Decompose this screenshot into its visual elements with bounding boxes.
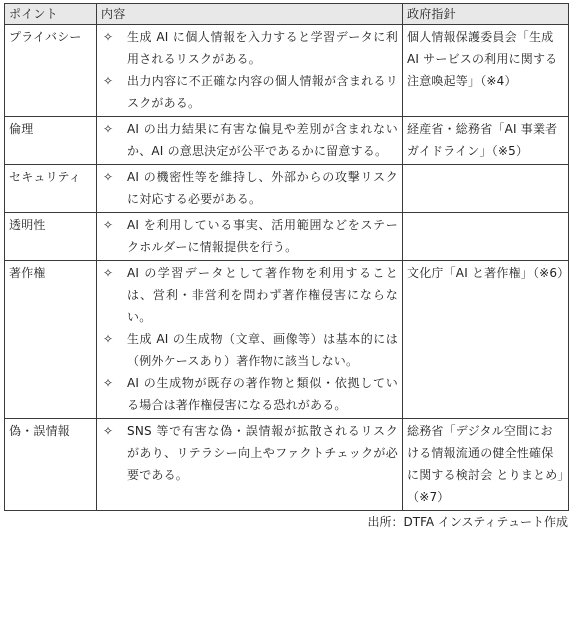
point-cell: セキュリティ bbox=[5, 165, 97, 213]
guideline-cell: 経産省・総務省「AI 事業者ガイドライン」（※5） bbox=[403, 117, 569, 165]
table-row bbox=[5, 261, 569, 419]
diamond-star-icon: ✧ bbox=[103, 266, 114, 280]
list-item bbox=[101, 26, 398, 70]
content-cell bbox=[97, 117, 403, 165]
bullet-text: SNS 等で有害な偽・誤情報が拡散されるリスクがあり、リテラシー向上やファクトチェックが必要である。 bbox=[127, 424, 398, 482]
header-point: ポイント bbox=[5, 4, 97, 25]
list-item bbox=[101, 118, 398, 162]
bullet-list bbox=[101, 26, 398, 114]
ai-risk-table bbox=[4, 3, 569, 511]
table-row bbox=[5, 419, 569, 511]
diamond-star-icon: ✧ bbox=[103, 122, 114, 136]
table-row bbox=[5, 25, 569, 117]
bullet-text: 生成 AI の生成物（文章、画像等）は基本的には（例外ケースあり）著作物に該当しない。 bbox=[127, 332, 398, 368]
table-row bbox=[5, 165, 569, 213]
list-item bbox=[101, 70, 398, 114]
header-guideline: 政府指針 bbox=[403, 4, 569, 25]
point-cell: 偽・誤情報 bbox=[5, 419, 97, 511]
table-row bbox=[5, 213, 569, 261]
diamond-star-icon: ✧ bbox=[103, 376, 114, 390]
guideline-cell: 文化庁「AI と著作権」（※6） bbox=[403, 261, 569, 419]
table-body bbox=[5, 25, 569, 511]
bullet-text: AI の機密性等を維持し、外部からの攻撃リスクに対応する必要がある。 bbox=[127, 170, 398, 206]
bullet-list bbox=[101, 166, 398, 210]
guideline-cell bbox=[403, 213, 569, 261]
bullet-list bbox=[101, 214, 398, 258]
content-cell bbox=[97, 419, 403, 511]
bullet-list bbox=[101, 420, 398, 486]
list-item bbox=[101, 372, 398, 416]
table-row bbox=[5, 117, 569, 165]
point-cell: 倫理 bbox=[5, 117, 97, 165]
guideline-cell: 個人情報保護委員会「生成 AI サービスの利用に関する注意喚起等」（※4） bbox=[403, 25, 569, 117]
document bbox=[4, 3, 568, 532]
list-item bbox=[101, 420, 398, 486]
point-cell: 透明性 bbox=[5, 213, 97, 261]
header-content: 内容 bbox=[97, 4, 403, 25]
bullet-text: 出力内容に不正確な内容の個人情報が含まれるリスクがある。 bbox=[127, 74, 398, 110]
content-cell bbox=[97, 165, 403, 213]
content-cell bbox=[97, 213, 403, 261]
diamond-star-icon: ✧ bbox=[103, 170, 114, 184]
table-header-row bbox=[5, 4, 569, 25]
bullet-text: AI の学習データとして著作物を利用することは、営利・非営利を問わず著作権侵害にならない。 bbox=[127, 266, 398, 324]
list-item bbox=[101, 328, 398, 372]
list-item bbox=[101, 262, 398, 328]
point-cell: 著作権 bbox=[5, 261, 97, 419]
list-item bbox=[101, 166, 398, 210]
bullet-list bbox=[101, 118, 398, 162]
point-cell: プライバシー bbox=[5, 25, 97, 117]
diamond-star-icon: ✧ bbox=[103, 424, 114, 438]
diamond-star-icon: ✧ bbox=[103, 74, 114, 88]
list-item bbox=[101, 214, 398, 258]
bullet-list bbox=[101, 262, 398, 416]
content-cell bbox=[97, 261, 403, 419]
bullet-text: AI を利用している事実、活用範囲などをステークホルダーに情報提供を行う。 bbox=[127, 218, 398, 254]
content-cell bbox=[97, 25, 403, 117]
diamond-star-icon: ✧ bbox=[103, 218, 114, 232]
source-note: 出所：DTFA インスティテュート作成 bbox=[367, 515, 568, 529]
bullet-text: AI の出力結果に有害な偏見や差別が含まれないか、AI の意思決定が公平であるかに留意する。 bbox=[127, 122, 398, 158]
bullet-text: 生成 AI に個人情報を入力すると学習データに利用されるリスクがある。 bbox=[127, 30, 398, 66]
diamond-star-icon: ✧ bbox=[103, 30, 114, 44]
diamond-star-icon: ✧ bbox=[103, 332, 114, 346]
bullet-text: AI の生成物が既存の著作物と類似・依拠している場合は著作権侵害になる恐れがある。 bbox=[127, 376, 398, 412]
guideline-cell bbox=[403, 165, 569, 213]
guideline-cell: 総務省「デジタル空間における情報流通の健全性確保に関する検討会 とりまとめ」（※7） bbox=[403, 419, 569, 511]
